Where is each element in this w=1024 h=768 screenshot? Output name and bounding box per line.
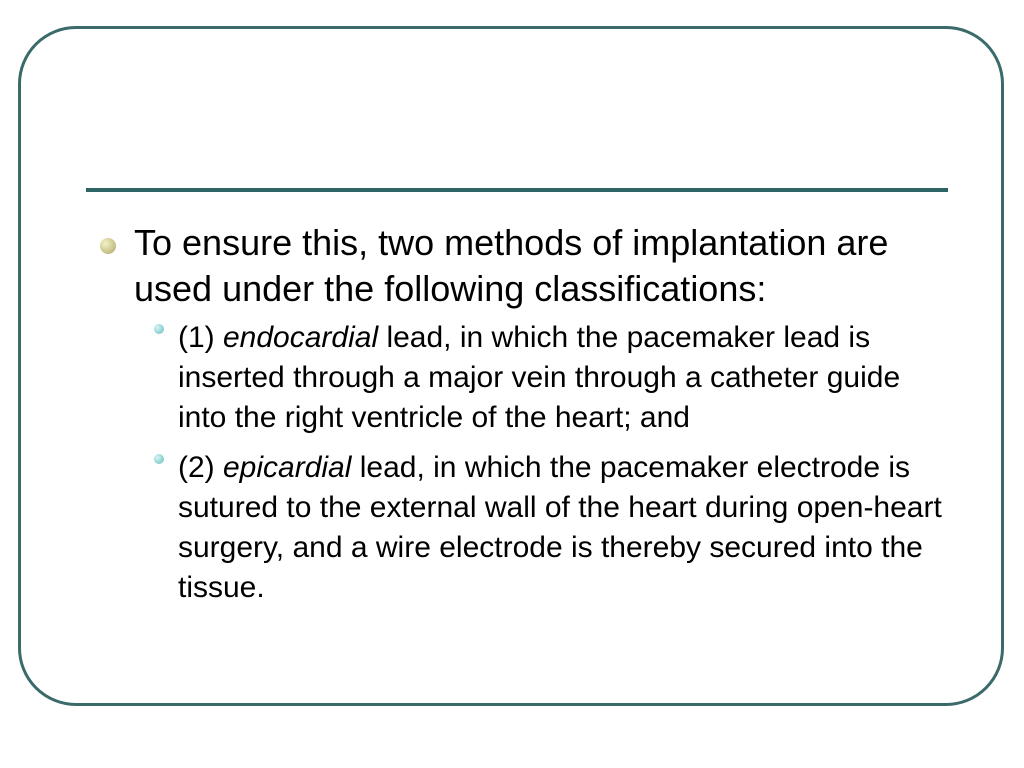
- sub-bullet-term: endocardial: [223, 321, 379, 354]
- sub-bullet-prefix: (2): [178, 451, 223, 484]
- round-bullet-icon: [154, 324, 164, 334]
- sub-bullet-text: lead, in which the pacemaker lead is inserted through a major vein through a catheter guide into the right ventricle of the heart; and: [178, 321, 901, 434]
- sub-bullet-term: epicardial: [223, 451, 352, 484]
- bullet-main-text: To ensure this, two methods of implantation are used under the following classifications:: [134, 222, 889, 309]
- sub-bullet-text: lead, in which the pacemaker electrode is sutured to the external wall of the heart during open-heart surgery, and a wire electrode is thereby secured into the tissue.: [178, 451, 942, 604]
- sub-bullet-prefix: (1): [178, 321, 223, 354]
- bullet-main: [96, 220, 946, 312]
- slide-content: [96, 220, 946, 618]
- round-bullet-icon: [100, 238, 116, 254]
- sub-bullet-list: [142, 318, 946, 608]
- title-divider: [86, 188, 948, 192]
- sub-bullet-epicardial: [142, 448, 946, 608]
- round-bullet-icon: [154, 454, 164, 464]
- sub-bullet-endocardial: [142, 318, 946, 438]
